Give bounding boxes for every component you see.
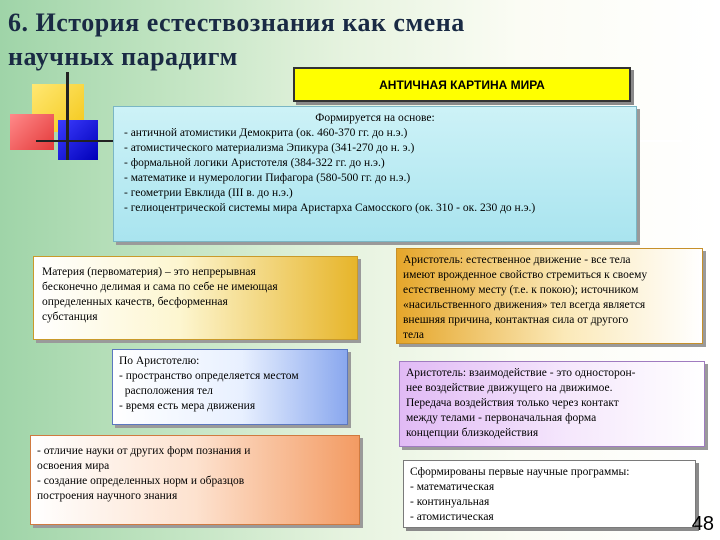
science-line: освоения мира — [37, 460, 110, 472]
aristotle-space-line: - пространство определяется местом — [119, 370, 299, 382]
foundations-heading: Формируется на основе: — [315, 112, 435, 124]
matter-line: определенных качеств, бесформенная — [42, 296, 228, 308]
page-title — [8, 6, 628, 74]
decor-red-square — [10, 114, 54, 150]
foundations-item: - геометрии Евклида (III в. до н.э.) — [124, 187, 293, 199]
foundations-item: - атомистического материализма Эпикура (341-270 до н. э.) — [124, 142, 415, 154]
aristotle-space-box — [112, 349, 348, 425]
programs-line: Сформированы первые научные программы: — [410, 466, 630, 478]
programs-box — [403, 460, 696, 528]
interaction-line: между телами - первоначальная форма — [406, 412, 597, 424]
science-line: построения научного знания — [37, 490, 178, 502]
title-line-1: 6. История естествознания как смена — [8, 8, 465, 37]
natural-motion-line: Аристотель: естественное движение - все тела — [403, 254, 631, 266]
science-line: - отличие науки от других форм познания и — [37, 445, 251, 457]
interaction-line: нее воздействие движущего на движимое. — [406, 382, 613, 394]
interaction-line: концепции близкодействия — [406, 427, 539, 439]
interaction-line: Передача воздействия только через контакт — [406, 397, 619, 409]
aristotle-space-line: По Аристотелю: — [119, 355, 200, 367]
science-box — [30, 435, 360, 525]
title-line-2: научных парадигм — [8, 42, 238, 71]
page-number: 48 — [691, 513, 714, 535]
matter-line: субстанция — [42, 311, 98, 323]
decor-horizontal-line-right — [640, 140, 682, 142]
section-banner — [293, 67, 631, 102]
science-line: - создание определенных норм и образцов — [37, 475, 245, 487]
decor-vertical-line — [66, 72, 69, 160]
matter-box — [33, 256, 358, 340]
matter-line: бесконечно делимая и сама по себе не имеющая — [42, 281, 278, 293]
banner-label: АНТИЧНАЯ КАРТИНА МИРА — [379, 77, 545, 92]
interaction-line: Аристотель: взаимодействие - это односторон- — [406, 367, 636, 379]
natural-motion-line: «насильственного движения» тел всегда является — [403, 299, 646, 311]
programs-line: - атомистическая — [410, 511, 494, 523]
natural-motion-box — [396, 248, 703, 344]
foundations-box — [113, 106, 637, 242]
aristotle-space-line: - время есть мера движения — [119, 400, 256, 412]
matter-line: Материя (первоматерия) – это непрерывная — [42, 266, 256, 278]
foundations-item: - гелиоцентрической системы мира Аристарха Самосского (ок. 310 - ок. 230 до н.э.) — [124, 202, 536, 214]
natural-motion-line: внешняя причина, контактная сила от другого — [403, 314, 629, 326]
natural-motion-line: естественному месту (т.е. к покою); источником — [403, 284, 639, 296]
natural-motion-line: тела — [403, 329, 424, 341]
natural-motion-line: имеют врожденное свойство стремиться к своему — [403, 269, 648, 281]
foundations-item: - античной атомистики Демокрита (ок. 460-370 гг. до н.э.) — [124, 127, 408, 139]
foundations-item: - математике и нумерологии Пифагора (580-500 гг. до н.э.) — [124, 172, 411, 184]
foundations-item: - формальной логики Аристотеля (384-322 гг. до н.э.) — [124, 157, 385, 169]
programs-line: - математическая — [410, 481, 495, 493]
programs-line: - континуальная — [410, 496, 490, 508]
aristotle-space-line: расположения тел — [119, 385, 213, 397]
interaction-box — [399, 361, 705, 447]
